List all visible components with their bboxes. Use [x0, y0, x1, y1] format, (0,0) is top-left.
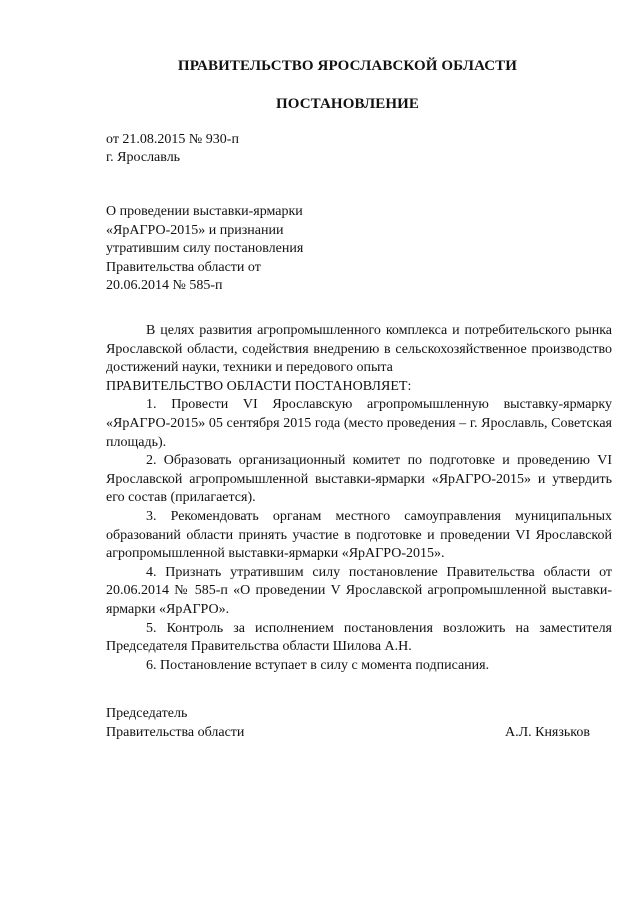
resolves-line: ПРАВИТЕЛЬСТВО ОБЛАСТИ ПОСТАНОВЛЯЕТ: [106, 378, 412, 394]
item-paragraph: 2. Образовать организационный комитет по подготовке и проведению VI Ярославской агропромышленной выставки-ярмарки «ЯрАГРО-2015» и утвердить его состав (прилагается). [106, 453, 612, 506]
document-meta [106, 131, 239, 167]
item-paragraph: 4. Признать утратившим силу постановление Правительства области от 20.06.2014 № 585-п «О проведении V Ярославской агропромышленной выставки-ярмарки «ЯрАГРО». [106, 564, 612, 617]
item-paragraph: 3. Рекомендовать органам местного самоуправления муниципальных образований области принять участие в подготовке и проведении VI Ярославской агропромышленной выставки-ярмарки «ЯрАГРО-2015». [106, 508, 612, 562]
signatory-position-line2: Правительства области [106, 725, 245, 740]
subject-line: 20.06.2014 № 585-п [106, 278, 223, 293]
subject-line: «ЯрАГРО-2015» и признании [106, 222, 284, 238]
document-subject [106, 203, 366, 296]
subject-line: Правительства области от [106, 259, 261, 275]
document-body [106, 322, 612, 675]
preamble-paragraph: В целях развития агропромышленного комплекса и потребительского рынка Ярославской области, содействия внедрению в сельскохозяйственное производство достижений науки, техники и передового опыта [106, 323, 612, 376]
subject-line: О проведении выставки-ярмарки [106, 204, 303, 219]
signatory-position-line1: Председатель [106, 706, 188, 721]
signature-block [106, 704, 590, 742]
government-title: ПРАВИТЕЛЬСТВО ЯРОСЛАВСКОЙ ОБЛАСТИ [177, 58, 518, 74]
city: г. Ярославль [106, 150, 181, 165]
date-number: от 21.08.2015 № 930-п [106, 132, 239, 147]
item-paragraph: 5. Контроль за исполнением постановления возложить на заместителя Председателя Правительства области Шилова А.Н. [106, 620, 612, 655]
item-paragraph: 1. Провести VI Ярославскую агропромышленную выставку-ярмарку «ЯрАГРО-2015» 05 сентября 2015 года (место проведения – г. Ярославль, Советская площадь). [106, 397, 612, 450]
signatory-name: А.Л. Князьков [505, 725, 590, 740]
signature-row [106, 723, 590, 742]
document-type-heading: ПОСТАНОВЛЕНИЕ [275, 96, 420, 112]
item-paragraph: 6. Постановление вступает в силу с момента подписания. [146, 657, 490, 673]
subject-line: утратившим силу постановления [106, 241, 304, 256]
